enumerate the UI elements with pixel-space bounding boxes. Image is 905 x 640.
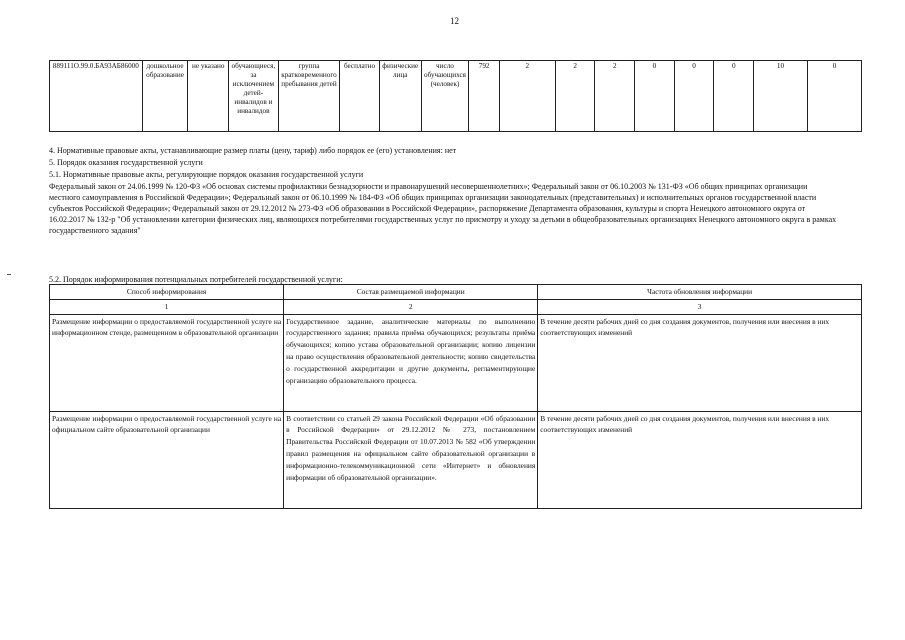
header-method: Способ информирования	[50, 285, 284, 300]
laws-paragraph: Федеральный закон от 24.06.1999 № 120-ФЗ «Об основах системы профилактики безнадзорности и правонарушений несовершеннолетних»; Федеральный закон от 06.10.2003 № 131-ФЗ «Об общих принципах организации местного самоуправления в Российской Федерации»; Федеральный закон от 06.10.1999 № 184-ФЗ «Об общих принципах организации законодательных (представительных) и исполнительных органов государственной власти субъектов Российской Федерации»; Федеральный закон от 29.12.2012 № 273-ФЗ «Об образовании в Российской Федерации», распоряжение Департамента образования, культуры и спорта Ненецкого автономного округа от 16.02.2017 № 132-р "Об установлении категории физических лиц, являющихся потребителями государственных услуг по присмотру и уходу за детьми в общеобразовательных организациях Ненецкого автономного округа в рамках государственного задания"	[49, 182, 837, 235]
value-cell: 0	[807, 61, 861, 132]
section-4: 4. Нормативные правовые акты, устанавливающие размер платы (цену, тариф) либо порядок ее (его) установления: нет	[49, 146, 457, 155]
content-cell: Государственное задание, аналитические материалы по выполнению государственного задания; правила приёма обучающихся; результаты приёма обучающихся; копию устава образовательной организации; копию лицензии на право осуществления образовательной деятельности; копию свидетельства о государственной аккредитации и другие документы, регламентирующие организацию образовательного процесса.	[284, 314, 538, 411]
method-cell: Размещение информации о предоставляемой государственной услуге на официальном сайте образовательной организации	[50, 411, 284, 508]
column-number: 3	[538, 299, 862, 314]
payment-cell: бесплатно	[340, 61, 380, 132]
registry-code-cell: 889111О.99.0.БА93АБ86000	[50, 61, 143, 132]
frequency-cell: В течение десяти рабочих дней со дня создания документов, получения или внесения в них соответствующих изменений	[538, 411, 862, 508]
frequency-cell: В течение десяти рабочих дней со дня создания документов, получения или внесения в них соответствующих изменений	[538, 314, 862, 411]
section-5-title: 5. Порядок оказания государственной услуги	[49, 158, 203, 167]
indicator-name-cell: число обучающихся (человек)	[421, 61, 469, 132]
value-cell: 0	[635, 61, 675, 132]
info-table	[49, 284, 862, 509]
value-cell: 10	[754, 61, 808, 132]
page-number: 12	[450, 16, 459, 26]
table-row	[50, 61, 862, 132]
value-cell: 0	[714, 61, 754, 132]
column-number: 2	[284, 299, 538, 314]
education-level-cell: дошкольное образование	[142, 61, 188, 132]
value-cell: 2	[595, 61, 635, 132]
consumer-category-cell: обучающиеся, за исключением детей-инвалидов и инвалидов	[229, 61, 279, 132]
table-row	[50, 314, 862, 411]
table-number-row	[50, 299, 862, 314]
content-cell: В соответствии со статьей 29 закона Российской Федерации «Об образовании в Российской Федерации» от 29.12.2012 № 273, постановлением Правительства Российской Федерации от 10.07.2013 № 582 «Об утверждении правил размещения на официальном сайте образовательной организации в информационно-телекоммуникационной сети «Интернет» и обновления информации об образовательной организации».	[284, 411, 538, 508]
table-header-row	[50, 285, 862, 300]
method-cell: Размещение информации о предоставляемой государственной услуге на информационном стенде, размещенном в образовательной организации	[50, 314, 284, 411]
stay-form-cell: группа кратковременного пребывания детей	[278, 61, 340, 132]
margin-mark	[7, 274, 11, 275]
value-cell: 0	[674, 61, 714, 132]
consumer-type-cell: физические лица	[379, 61, 421, 132]
okei-code-cell: 792	[469, 61, 500, 132]
value-cell: 2	[555, 61, 595, 132]
column-number: 1	[50, 299, 284, 314]
header-frequency: Частота обновления информации	[538, 285, 862, 300]
table-row	[50, 411, 862, 508]
program-cell: не указано	[188, 61, 229, 132]
header-content: Состав размещаемой информации	[284, 285, 538, 300]
section-5-2-title: 5.2. Порядок информирования потенциальных потребителей государственной услуги:	[49, 275, 343, 284]
registry-table	[49, 60, 862, 132]
section-5-1-title: 5.1. Нормативные правовые акты, регулирующие порядок оказания государственной услуги	[49, 170, 364, 179]
value-cell: 2	[499, 61, 555, 132]
